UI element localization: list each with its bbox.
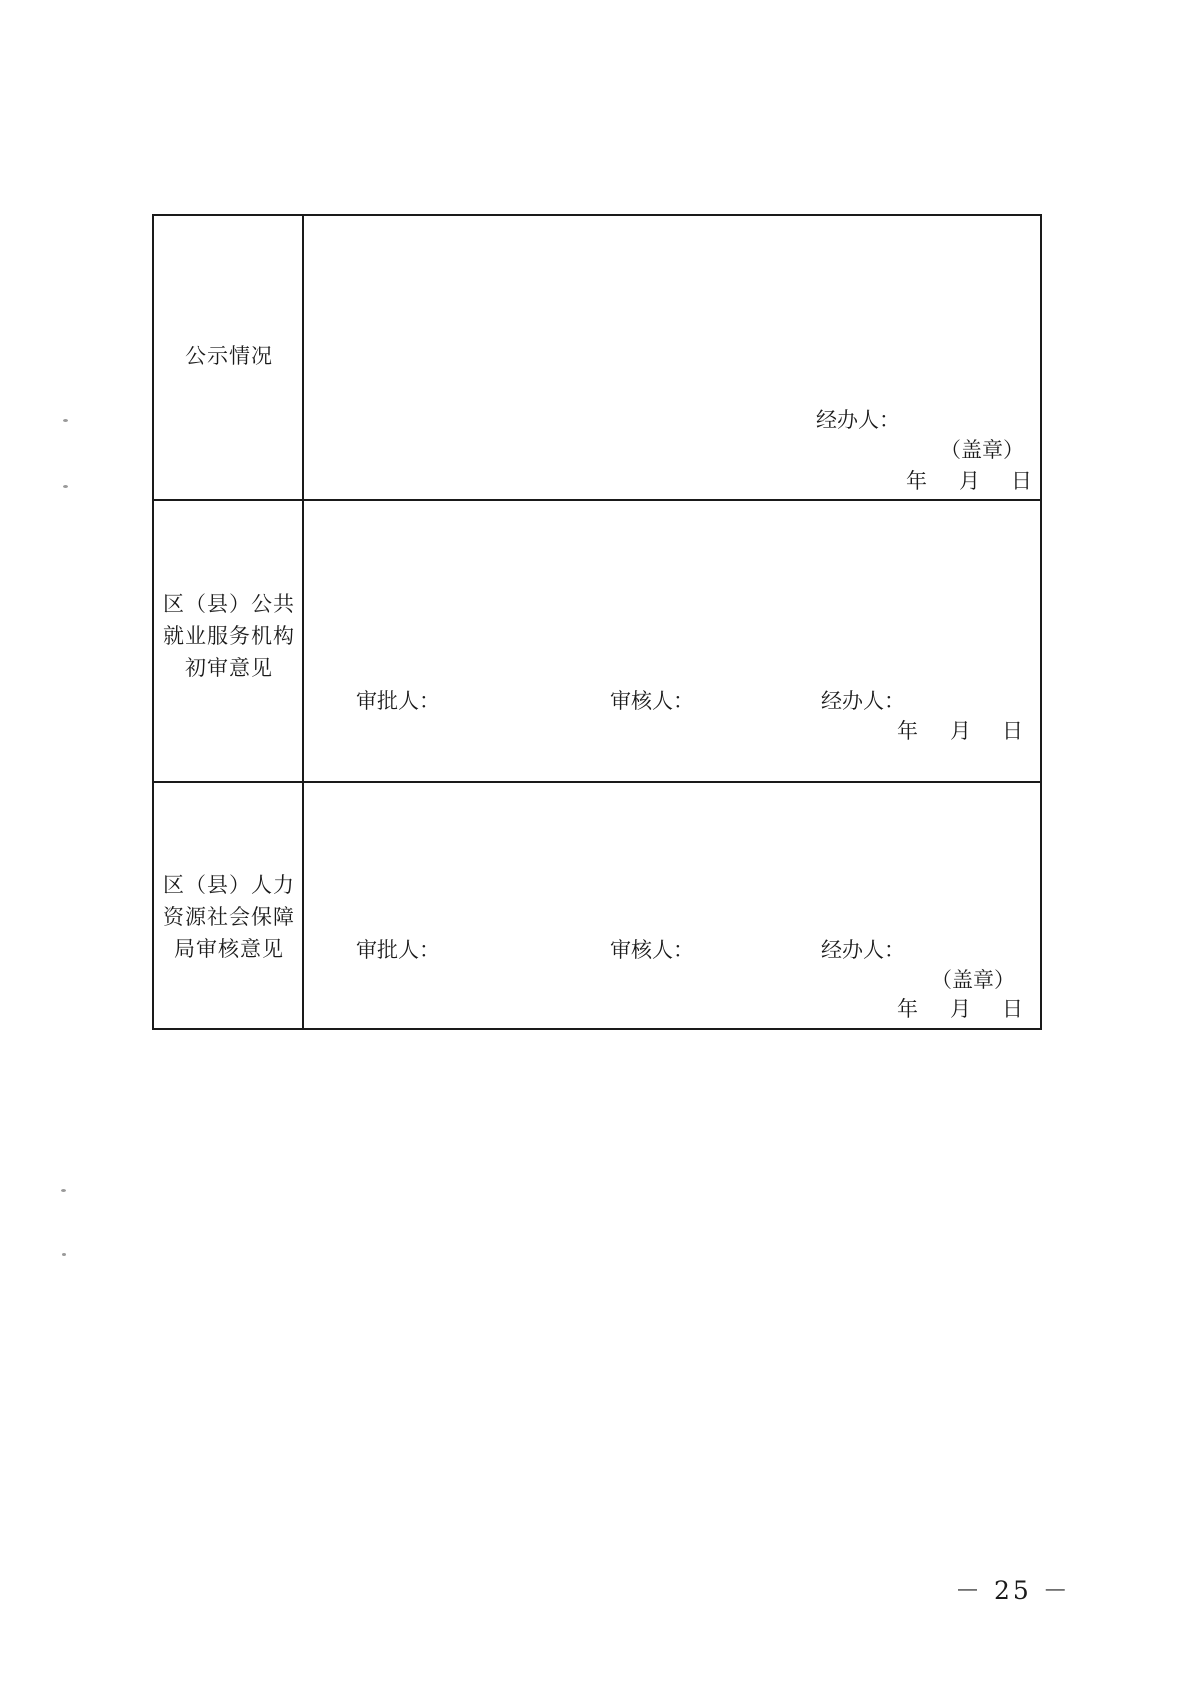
hrss-bureau-label-cell xyxy=(154,783,304,1028)
approver-label: 审批人： xyxy=(356,689,440,713)
hrss-bureau-content-cell[interactable] xyxy=(304,783,1040,1028)
scan-speck xyxy=(61,1189,66,1192)
date-day-label: 日 xyxy=(1002,719,1023,743)
date-day-label: 日 xyxy=(1002,997,1023,1021)
approver-label: 审批人： xyxy=(356,938,440,962)
label-line: 初审意见 xyxy=(185,656,273,680)
scan-speck xyxy=(63,485,68,488)
label-line: 就业服务机构 xyxy=(163,624,295,648)
scan-speck xyxy=(63,419,68,422)
publicity-row xyxy=(154,216,1040,501)
publicity-label xyxy=(154,340,304,372)
date-month-label: 月 xyxy=(950,719,971,743)
employment-service-review-row xyxy=(154,501,1040,783)
handler-label: 经办人： xyxy=(821,938,905,962)
label-line: 区（县）公共 xyxy=(163,592,295,616)
hrss-bureau-review-row xyxy=(154,783,1040,1028)
label-line: 资源社会保障 xyxy=(163,905,295,929)
page-number: － 25 － xyxy=(955,1576,1071,1605)
approval-form-table xyxy=(152,214,1042,1030)
date-year-label: 年 xyxy=(906,469,927,493)
employment-service-content-cell[interactable] xyxy=(304,501,1040,781)
hrss-bureau-label xyxy=(154,869,304,965)
date-day-label: 日 xyxy=(1011,469,1032,493)
handler-label: 经办人： xyxy=(816,408,900,432)
publicity-label-cell xyxy=(154,216,304,499)
date-month-label: 月 xyxy=(950,997,971,1021)
label-line: 局审核意见 xyxy=(174,937,284,961)
publicity-content-cell[interactable] xyxy=(304,216,1040,499)
seal-label: （盖章） xyxy=(931,968,1015,992)
handler-label: 经办人： xyxy=(821,689,905,713)
employment-service-label-cell xyxy=(154,501,304,781)
label-line: 区（县）人力 xyxy=(163,873,295,897)
reviewer-label: 审核人： xyxy=(610,938,694,962)
date-year-label: 年 xyxy=(897,719,918,743)
employment-service-label xyxy=(154,588,304,684)
label-line: 公示情况 xyxy=(185,344,273,368)
reviewer-label: 审核人： xyxy=(610,689,694,713)
date-year-label: 年 xyxy=(897,997,918,1021)
seal-label: （盖章） xyxy=(940,438,1024,462)
scan-speck xyxy=(62,1253,66,1256)
date-month-label: 月 xyxy=(959,469,980,493)
